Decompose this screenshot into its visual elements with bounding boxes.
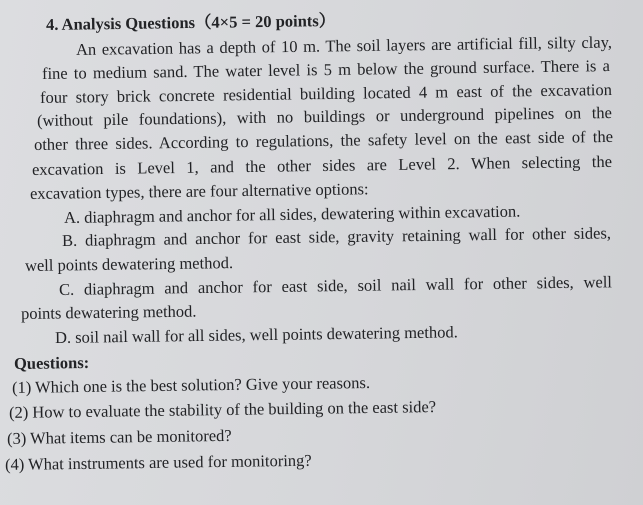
option-b: B. diaphragm and anchor for east side, gravity retaining wall for other sides, [61,223,612,250]
question-item: (4) What instruments are used for monitoring? [4,450,312,474]
paragraph-line: four story brick concrete residential building located 4 m east of the excavation [39,80,613,107]
option-d: D. soil nail wall for all sides, well points dewatering method. [54,322,458,347]
questions-label: Questions: [13,352,90,373]
paragraph-line: excavation is Level 1, and the other sides are Level 2. When selecting the [31,151,613,179]
option-a: A. diaphragm and anchor for all sides, dewatering within excavation. [63,201,521,227]
paragraph-line: An excavation has a depth of 10 m. The soil layers are artificial fill, silty clay, [75,32,613,59]
paragraph-line: other three sides. According to regulations, the safety level on the east side of the [33,126,614,154]
paragraph-line: fine to medium sand. The water level is 5 m below the ground surface. There is a [41,56,611,83]
paragraph-line: (without pile foundations), with no buildings or underground pipelines on the [36,102,613,130]
option-b-continued: well points dewatering method. [24,253,234,275]
question-item: (2) How to evaluate the stability of the building on the east side? [8,397,437,422]
paragraph-line: excavation types, there are four alternative options: [29,179,369,203]
option-c: C. diaphragm and anchor for east side, soil nail wall for other sides, well [58,272,613,299]
question-item: (3) What items can be monitored? [6,425,232,448]
question-item: (1) Which one is the best solution? Give your reasons. [11,373,371,397]
section-heading: 4. Analysis Questions（4×5 = 20 points） [45,10,336,34]
option-c-continued: points dewatering method. [20,301,197,323]
